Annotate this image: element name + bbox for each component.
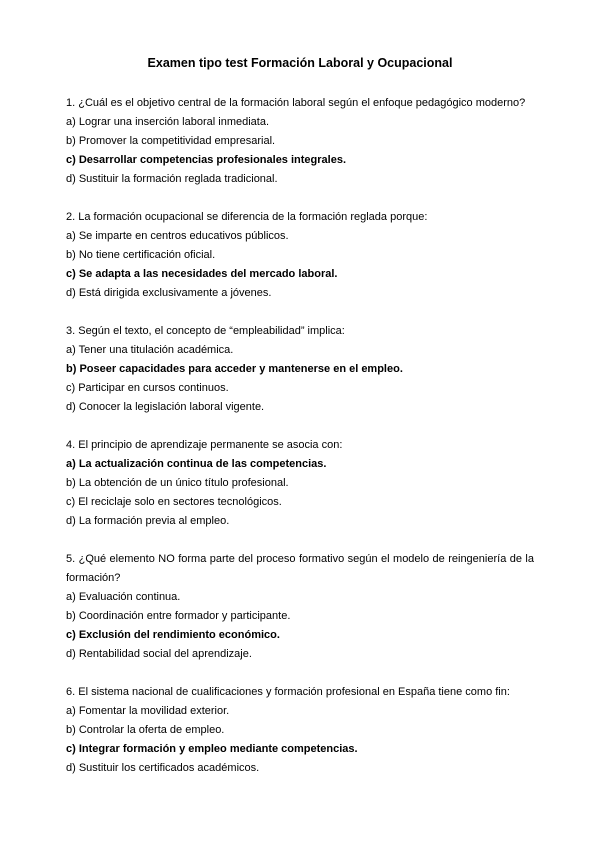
page-title: Examen tipo test Formación Laboral y Ocupacional (147, 56, 453, 70)
answer-option: c) Participar en cursos continuos. (66, 382, 229, 394)
question-5 (66, 550, 534, 664)
answer-option: b) Coordinación entre formador y participante. (66, 610, 291, 622)
question-1 (66, 94, 534, 189)
correct-answer-option: c) Exclusión del rendimiento económico. (66, 629, 280, 641)
question-text: 1. ¿Cuál es el objetivo central de la formación laboral según el enfoque pedagógico moderno? (66, 97, 526, 109)
question-list (66, 94, 534, 797)
correct-answer-option: c) Integrar formación y empleo mediante competencias. (66, 743, 358, 755)
answer-option: c) El reciclaje solo en sectores tecnológicos. (66, 496, 282, 508)
question-3 (66, 322, 534, 417)
answer-option: d) Sustituir la formación reglada tradicional. (66, 173, 278, 185)
answer-option: a) Evaluación continua. (66, 591, 181, 603)
question-text: 2. La formación ocupacional se diferencia de la formación reglada porque: (66, 211, 428, 223)
answer-option: a) Tener una titulación académica. (66, 344, 234, 356)
correct-answer-option: b) Poseer capacidades para acceder y mantenerse en el empleo. (66, 363, 403, 375)
answer-option: d) La formación previa al empleo. (66, 515, 230, 527)
question-4 (66, 436, 534, 531)
answer-option: b) No tiene certificación oficial. (66, 249, 216, 261)
answer-option: b) La obtención de un único título profesional. (66, 477, 289, 489)
answer-option: a) Se imparte en centros educativos públicos. (66, 230, 289, 242)
correct-answer-option: a) La actualización continua de las competencias. (66, 458, 327, 470)
answer-option: d) Sustituir los certificados académicos. (66, 762, 260, 774)
answer-option: b) Controlar la oferta de empleo. (66, 724, 225, 736)
correct-answer-option: c) Desarrollar competencias profesionales integrales. (66, 154, 347, 166)
answer-option: d) Está dirigida exclusivamente a jóvenes. (66, 287, 272, 299)
correct-answer-option: c) Se adapta a las necesidades del mercado laboral. (66, 268, 338, 280)
question-text: 4. El principio de aprendizaje permanente se asocia con: (66, 439, 343, 451)
question-2 (66, 208, 534, 303)
answer-option: d) Conocer la legislación laboral vigente. (66, 401, 265, 413)
answer-option: a) Fomentar la movilidad exterior. (66, 705, 230, 717)
answer-option: b) Promover la competitividad empresarial. (66, 135, 276, 147)
answer-option: a) Lograr una inserción laboral inmediata. (66, 116, 270, 128)
answer-option: d) Rentabilidad social del aprendizaje. (66, 648, 252, 660)
question-text: 6. El sistema nacional de cualificaciones y formación profesional en España tiene como fin: (66, 686, 510, 698)
question-6 (66, 683, 534, 778)
question-text: 5. ¿Qué elemento NO forma parte del proceso formativo según el modelo de reingeniería de la formación? (66, 553, 534, 584)
question-text: 3. Según el texto, el concepto de “empleabilidad” implica: (66, 325, 345, 337)
